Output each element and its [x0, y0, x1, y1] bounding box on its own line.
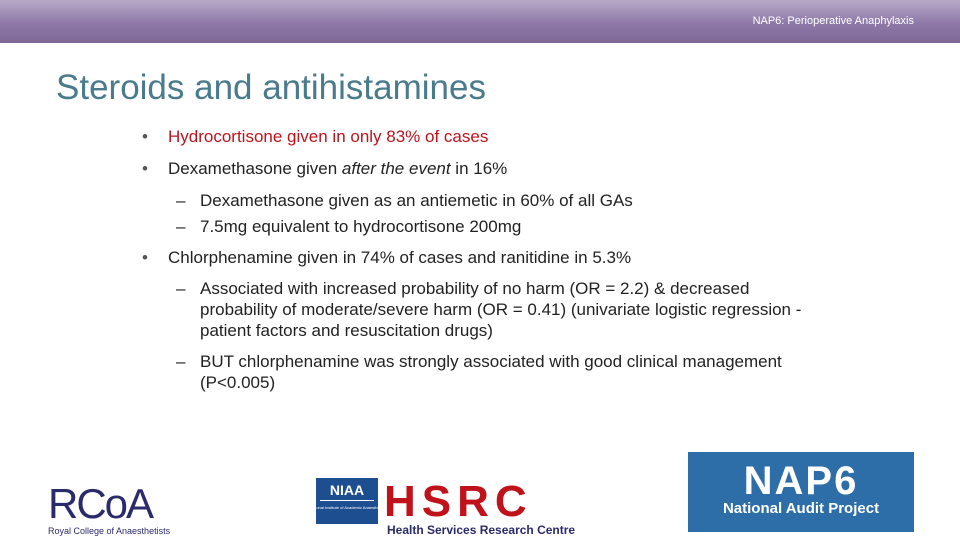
rcoa-logo	[48, 478, 188, 538]
slide-content	[140, 126, 860, 393]
sub-bullet-3-2	[140, 351, 800, 393]
niaa-logo	[309, 478, 385, 524]
bullet-2	[140, 158, 860, 180]
bullet-dot: •	[142, 248, 148, 267]
bullet-2-text-b: in 16%	[450, 159, 508, 178]
hsrc-logo	[384, 476, 574, 538]
nap6-logo-subtext: National Audit Project	[722, 500, 880, 517]
header-bar	[0, 0, 960, 43]
bullet-3-text: Chlorphenamine given in 74% of cases and ranitidine in 5.3%	[168, 248, 632, 267]
nap6-logo-text: NAP6	[743, 459, 859, 503]
sub-bullet-dash: –	[176, 279, 186, 298]
bullet-2-text-a: Dexamethasone given	[168, 159, 342, 178]
bullet-3	[140, 247, 860, 269]
sub-bullet-2-1	[140, 190, 860, 211]
bullet-1-text: Hydrocortisone given in only 83% of cases	[168, 127, 489, 146]
sub-bullet-3-1-text: Associated with increased probability of no harm (OR = 2.2) & decreased probability of moderate/severe harm (OR = 0.41) (univariate logistic regression - patient factors and resuscitation drugs)	[200, 279, 802, 340]
bullet-dot: •	[142, 127, 148, 146]
hsrc-logo-subtext: Health Services Research Centre	[387, 523, 576, 537]
sub-bullet-2-2-text: 7.5mg equivalent to hydrocortisone 200mg	[200, 217, 522, 236]
niaa-logo-subtext: National Institute of Academic Anaesthesia	[309, 505, 385, 510]
hsrc-logo-text: HSRC	[384, 477, 533, 526]
niaa-logo-text: NIAA	[329, 482, 365, 498]
header-text: NAP6: Perioperative Anaphylaxis	[752, 15, 914, 27]
bullet-2-text-em: after the event	[341, 159, 451, 178]
sub-bullet-2-2	[140, 216, 860, 237]
bullet-dot: •	[142, 159, 148, 178]
sub-bullet-dash: –	[176, 217, 186, 236]
sub-bullet-3-2-text: BUT chlorphenamine was strongly associated with good clinical management (P<0.005)	[200, 352, 782, 392]
nap6-logo	[688, 452, 914, 532]
rcoa-logo-subtext: Royal College of Anaesthetists	[48, 526, 171, 536]
sub-bullet-2-1-text: Dexamethasone given as an antiemetic in 60% of all GAs	[200, 191, 633, 210]
slide-title: Steroids and antihistamines	[56, 68, 486, 107]
sub-bullet-dash: –	[176, 191, 186, 210]
rcoa-logo-text: RCoA	[48, 480, 153, 527]
sub-bullet-dash: –	[176, 352, 186, 371]
sub-bullet-3-1	[140, 278, 830, 341]
bullet-1	[140, 126, 860, 148]
